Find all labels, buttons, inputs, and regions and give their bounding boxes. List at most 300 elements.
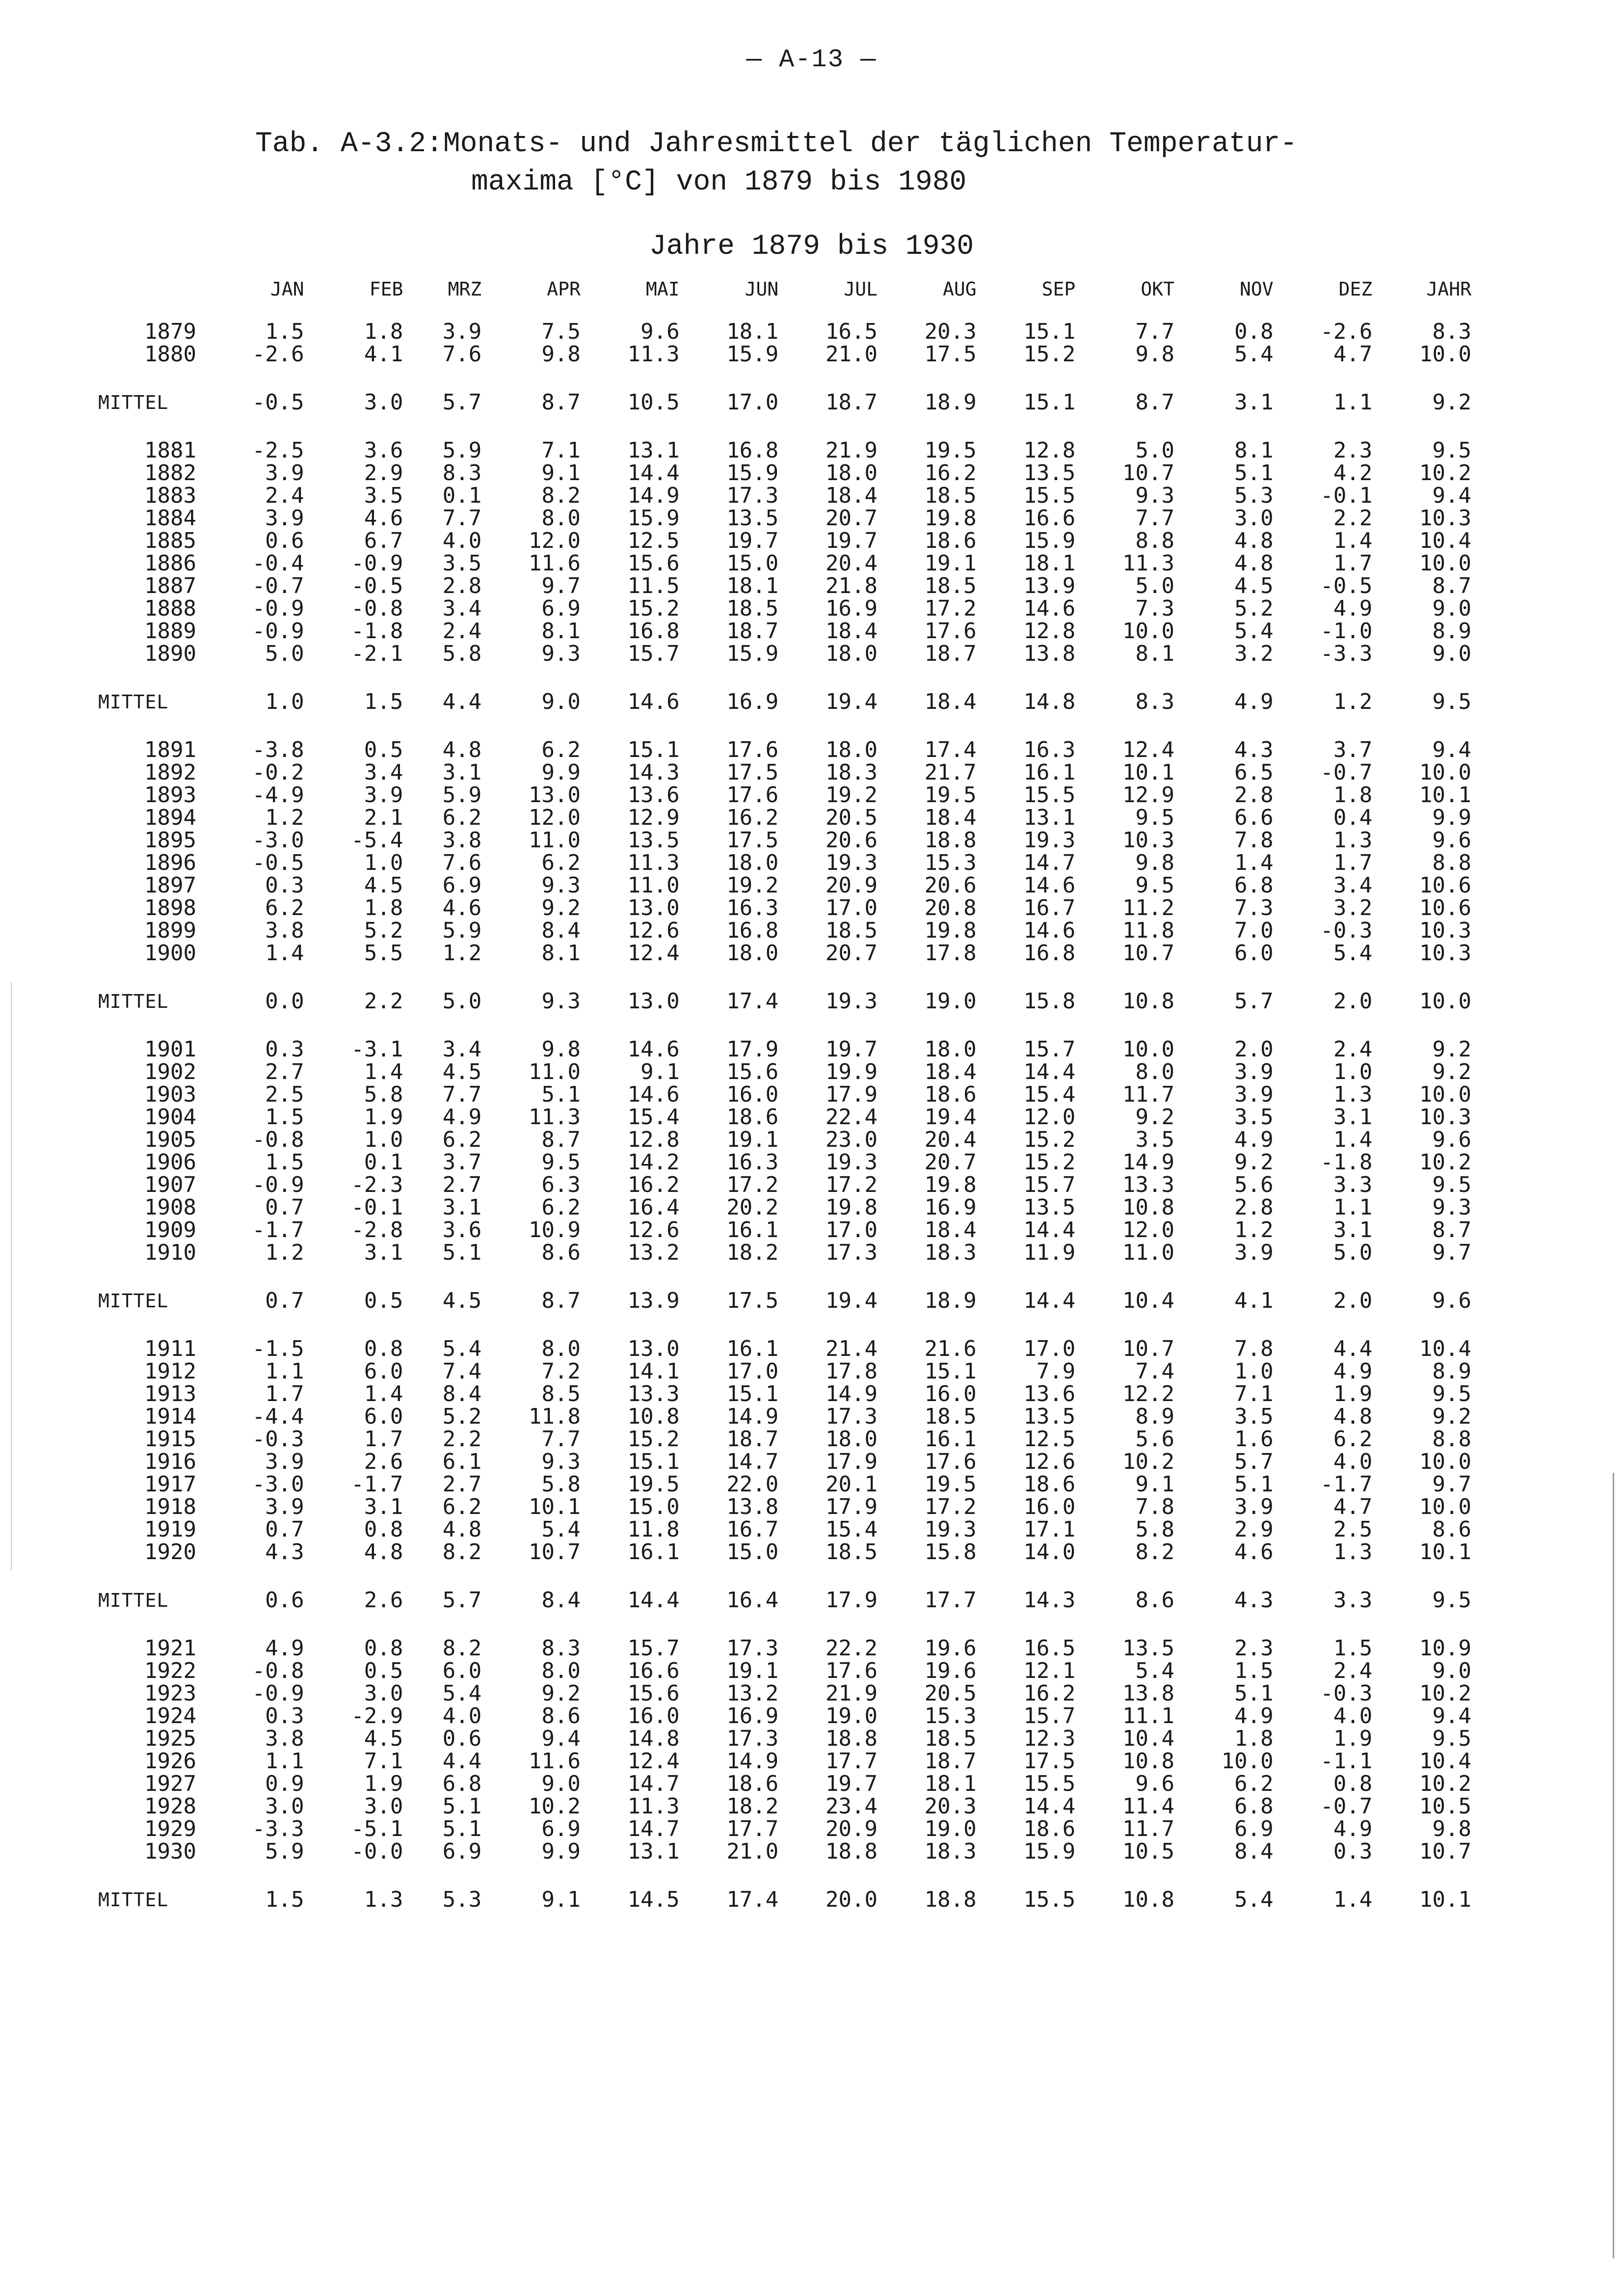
cell-feb: 4.8	[364, 1540, 403, 1565]
cell-dez: 1.7	[1333, 551, 1373, 576]
cell-dez: -1.1	[1320, 1749, 1373, 1774]
cell-jahr: 10.3	[1419, 918, 1471, 943]
cell-jun: 18.1	[726, 319, 779, 344]
cell-jun: 17.5	[726, 828, 779, 853]
cell-jul: 16.5	[825, 319, 878, 344]
cell-dez: -3.3	[1320, 641, 1373, 666]
cell-okt: 10.8	[1122, 1195, 1174, 1220]
table-row	[98, 1451, 1482, 1473]
cell-aug: 18.7	[924, 1749, 977, 1774]
cell-okt: 11.3	[1122, 551, 1174, 576]
cell-jul: 21.9	[825, 1681, 878, 1706]
cell-jul: 18.4	[825, 619, 878, 644]
cell-okt: 10.0	[1122, 619, 1174, 644]
cell-dez: 0.8	[1333, 1771, 1373, 1796]
cell-jahr: 9.7	[1432, 1472, 1471, 1497]
cell-jun: 18.5	[726, 596, 779, 621]
header-aug: AUG	[942, 278, 977, 300]
cell-feb: 4.1	[364, 342, 403, 367]
cell-okt: 11.1	[1122, 1703, 1174, 1729]
cell-sep: 14.0	[1023, 1540, 1076, 1565]
cell-mai: 10.8	[627, 1404, 680, 1429]
cell-mai: 12.4	[627, 1749, 680, 1774]
cell-aug: 20.5	[924, 1681, 977, 1706]
cell-okt: 11.2	[1122, 895, 1174, 920]
cell-jul: 22.2	[825, 1636, 878, 1661]
cell-apr: 5.1	[541, 1082, 581, 1107]
cell-sep: 14.6	[1023, 873, 1076, 898]
cell-mai: 13.1	[627, 438, 680, 463]
column-header-row	[98, 277, 1482, 321]
year-label: 1921	[144, 1636, 196, 1661]
cell-jul: 17.0	[825, 895, 878, 920]
cell-mrz: 3.1	[442, 1195, 482, 1220]
cell-okt: 8.1	[1135, 641, 1174, 666]
cell-apr: 8.2	[541, 483, 581, 508]
year-label: 1922	[144, 1658, 196, 1683]
cell-aug: 21.6	[924, 1336, 977, 1361]
cell-mai: 14.2	[627, 1150, 680, 1175]
header-okt: OKT	[1141, 278, 1174, 300]
table-row	[98, 1338, 1482, 1360]
cell-apr: 8.0	[541, 1658, 581, 1683]
cell-jun: 17.6	[726, 737, 779, 762]
cell-aug: 17.6	[924, 619, 977, 644]
cell-jun: 15.0	[726, 551, 779, 576]
cell-sep: 17.1	[1023, 1517, 1076, 1542]
cell-mai: 14.6	[627, 689, 680, 714]
cell-dez: -0.7	[1320, 760, 1373, 785]
mean-row	[98, 1586, 1482, 1615]
cell-sep: 15.2	[1023, 1150, 1076, 1175]
cell-jahr: 10.2	[1419, 1681, 1471, 1706]
cell-mrz: 6.2	[442, 805, 482, 830]
cell-dez: 3.4	[1333, 873, 1373, 898]
cell-jun: 18.7	[726, 1427, 779, 1452]
cell-nov: 4.9	[1234, 1127, 1274, 1152]
table-row	[98, 485, 1482, 507]
cell-dez: 4.9	[1333, 1359, 1373, 1384]
cell-sep: 15.5	[1023, 783, 1076, 808]
cell-mai: 12.6	[627, 1217, 680, 1243]
cell-aug: 16.9	[924, 1195, 977, 1220]
cell-feb: 3.9	[364, 783, 403, 808]
spacer-row	[98, 965, 1482, 987]
cell-jun: 19.7	[726, 528, 779, 553]
cell-jan: -0.5	[252, 850, 304, 875]
cell-sep: 15.4	[1023, 1082, 1076, 1107]
cell-okt: 10.5	[1122, 1839, 1174, 1864]
cell-sep: 15.1	[1023, 390, 1076, 415]
cell-jul: 14.9	[825, 1381, 878, 1406]
table-row	[98, 1682, 1482, 1705]
cell-jahr: 9.6	[1432, 828, 1471, 853]
cell-apr: 9.1	[541, 1887, 581, 1912]
cell-mai: 13.1	[627, 1839, 680, 1864]
cell-mai: 15.2	[627, 1427, 680, 1452]
cell-okt: 10.7	[1122, 460, 1174, 486]
cell-mai: 13.2	[627, 1240, 680, 1265]
table-row	[98, 343, 1482, 366]
cell-mrz: 6.0	[442, 1658, 482, 1683]
cell-sep: 15.1	[1023, 319, 1076, 344]
cell-okt: 9.1	[1135, 1472, 1174, 1497]
cell-mrz: 6.9	[442, 1839, 482, 1864]
cell-okt: 8.2	[1135, 1540, 1174, 1565]
cell-jun: 19.1	[726, 1658, 779, 1683]
cell-jahr: 8.7	[1432, 573, 1471, 598]
cell-sep: 17.0	[1023, 1336, 1076, 1361]
cell-mai: 14.6	[627, 1082, 680, 1107]
table-row	[98, 1773, 1482, 1795]
cell-feb: 2.6	[364, 1588, 403, 1613]
cell-aug: 16.1	[924, 1427, 977, 1452]
cell-aug: 18.0	[924, 1037, 977, 1062]
cell-feb: 3.1	[364, 1240, 403, 1265]
cell-nov: 0.8	[1234, 319, 1274, 344]
table-row	[98, 1106, 1482, 1129]
cell-jan: 2.5	[265, 1082, 304, 1107]
table-row	[98, 552, 1482, 575]
cell-jan: -3.0	[252, 1472, 304, 1497]
cell-mrz: 5.2	[442, 1404, 482, 1429]
cell-aug: 19.0	[924, 1816, 977, 1841]
table-row	[98, 919, 1482, 942]
cell-dez: 3.3	[1333, 1172, 1373, 1197]
title-line-2: maxima [°C] von 1879 bis 1980	[471, 166, 967, 198]
cell-mai: 15.7	[627, 641, 680, 666]
cell-aug: 18.3	[924, 1839, 977, 1864]
year-label: 1903	[144, 1082, 196, 1107]
cell-dez: 4.0	[1333, 1703, 1373, 1729]
cell-nov: 5.1	[1234, 1472, 1274, 1497]
cell-mrz: 4.6	[442, 895, 482, 920]
cell-jul: 19.2	[825, 783, 878, 808]
cell-okt: 8.0	[1135, 1059, 1174, 1084]
cell-nov: 2.9	[1234, 1517, 1274, 1542]
cell-okt: 14.9	[1122, 1150, 1174, 1175]
header-feb: FEB	[369, 278, 403, 300]
cell-sep: 16.1	[1023, 760, 1076, 785]
cell-sep: 18.1	[1023, 551, 1076, 576]
cell-mai: 15.6	[627, 1681, 680, 1706]
cell-jan: 0.7	[265, 1517, 304, 1542]
year-label: 1923	[144, 1681, 196, 1706]
cell-mai: 10.5	[627, 390, 680, 415]
cell-aug: 15.3	[924, 850, 977, 875]
cell-aug: 21.7	[924, 760, 977, 785]
cell-feb: -0.8	[351, 596, 403, 621]
cell-apr: 6.3	[541, 1172, 581, 1197]
cell-jahr: 9.5	[1432, 1172, 1471, 1197]
cell-apr: 8.5	[541, 1381, 581, 1406]
cell-mai: 14.1	[627, 1359, 680, 1384]
cell-nov: 2.8	[1234, 783, 1274, 808]
table-row	[98, 530, 1482, 552]
cell-nov: 4.3	[1234, 1588, 1274, 1613]
cell-jan: 1.1	[265, 1749, 304, 1774]
cell-nov: 1.6	[1234, 1427, 1274, 1452]
cell-mai: 13.9	[627, 1288, 680, 1313]
cell-jahr: 10.6	[1419, 895, 1471, 920]
table-row	[98, 1818, 1482, 1840]
cell-sep: 13.5	[1023, 1195, 1076, 1220]
cell-jan: 1.4	[265, 941, 304, 966]
cell-apr: 8.3	[541, 1636, 581, 1661]
cell-apr: 6.9	[541, 596, 581, 621]
cell-feb: 5.5	[364, 941, 403, 966]
cell-mai: 14.4	[627, 1588, 680, 1613]
cell-apr: 7.5	[541, 319, 581, 344]
cell-apr: 9.1	[541, 460, 581, 486]
cell-jahr: 10.2	[1419, 1771, 1471, 1796]
cell-dez: -2.6	[1320, 319, 1373, 344]
cell-jul: 19.4	[825, 689, 878, 714]
table-row	[98, 807, 1482, 829]
cell-jun: 17.9	[726, 1037, 779, 1062]
cell-feb: -5.4	[351, 828, 403, 853]
cell-sep: 11.9	[1023, 1240, 1076, 1265]
cell-feb: 0.8	[364, 1636, 403, 1661]
cell-aug: 18.3	[924, 1240, 977, 1265]
header-mrz: MRZ	[448, 278, 482, 300]
cell-jan: 0.6	[265, 528, 304, 553]
cell-mrz: 8.2	[442, 1636, 482, 1661]
cell-jun: 18.2	[726, 1794, 779, 1819]
cell-jul: 18.0	[825, 737, 878, 762]
cell-jul: 15.4	[825, 1517, 878, 1542]
cell-apr: 11.6	[528, 551, 581, 576]
header-jul: JUL	[844, 278, 878, 300]
cell-sep: 14.8	[1023, 689, 1076, 714]
cell-sep: 14.4	[1023, 1288, 1076, 1313]
cell-mrz: 6.9	[442, 873, 482, 898]
cell-jul: 21.8	[825, 573, 878, 598]
cell-mrz: 4.4	[442, 1749, 482, 1774]
cell-apr: 9.3	[541, 989, 581, 1014]
year-label: 1926	[144, 1749, 196, 1774]
cell-jan: 0.0	[265, 989, 304, 1014]
cell-mai: 14.6	[627, 1037, 680, 1062]
year-label: 1927	[144, 1771, 196, 1796]
cell-aug: 18.4	[924, 1059, 977, 1084]
cell-dez: -0.1	[1320, 483, 1373, 508]
cell-mrz: 5.7	[442, 390, 482, 415]
cell-feb: 0.1	[364, 1150, 403, 1175]
cell-aug: 20.3	[924, 319, 977, 344]
cell-apr: 9.0	[541, 689, 581, 714]
period-heading: Jahre 1879 bis 1930	[649, 231, 974, 263]
cell-mai: 12.9	[627, 805, 680, 830]
spacer-row	[98, 417, 1482, 439]
cell-okt: 10.0	[1122, 1037, 1174, 1062]
cell-sep: 16.5	[1023, 1636, 1076, 1661]
cell-nov: 5.1	[1234, 460, 1274, 486]
cell-jahr: 9.2	[1432, 1404, 1471, 1429]
cell-aug: 18.8	[924, 828, 977, 853]
cell-aug: 20.6	[924, 873, 977, 898]
cell-jahr: 10.0	[1419, 760, 1471, 785]
cell-jun: 16.1	[726, 1336, 779, 1361]
mean-label: MITTEL	[98, 1590, 169, 1611]
cell-jahr: 10.4	[1419, 1336, 1471, 1361]
cell-jan: 4.9	[265, 1636, 304, 1661]
cell-feb: 2.1	[364, 805, 403, 830]
cell-mai: 16.0	[627, 1703, 680, 1729]
cell-jahr: 10.9	[1419, 1636, 1471, 1661]
cell-apr: 9.3	[541, 873, 581, 898]
cell-mai: 13.0	[627, 989, 680, 1014]
cell-jul: 17.3	[825, 1240, 878, 1265]
cell-nov: 3.5	[1234, 1105, 1274, 1130]
header-mai: MAI	[645, 278, 680, 300]
cell-okt: 5.6	[1135, 1427, 1174, 1452]
cell-apr: 10.9	[528, 1217, 581, 1243]
cell-sep: 13.1	[1023, 805, 1076, 830]
cell-okt: 10.3	[1122, 828, 1174, 853]
cell-jahr: 9.6	[1432, 1288, 1471, 1313]
table-row	[98, 1242, 1482, 1264]
year-label: 1900	[144, 941, 196, 966]
cell-mrz: 5.3	[442, 1887, 482, 1912]
cell-feb: -2.3	[351, 1172, 403, 1197]
year-label: 1919	[144, 1517, 196, 1542]
cell-mrz: 4.9	[442, 1105, 482, 1130]
table-row	[98, 1061, 1482, 1083]
cell-jun: 16.7	[726, 1517, 779, 1542]
cell-dez: 1.5	[1333, 1636, 1373, 1661]
cell-nov: 5.3	[1234, 483, 1274, 508]
cell-nov: 5.7	[1234, 989, 1274, 1014]
cell-aug: 18.9	[924, 390, 977, 415]
cell-feb: -5.1	[351, 1816, 403, 1841]
cell-jan: 6.2	[265, 895, 304, 920]
cell-feb: -2.8	[351, 1217, 403, 1243]
cell-okt: 9.2	[1135, 1105, 1174, 1130]
cell-aug: 17.2	[924, 596, 977, 621]
cell-dez: 2.2	[1333, 506, 1373, 531]
cell-mrz: 6.2	[442, 1127, 482, 1152]
cell-jahr: 9.4	[1432, 737, 1471, 762]
cell-nov: 4.8	[1234, 551, 1274, 576]
cell-mrz: 5.9	[442, 918, 482, 943]
cell-feb: 2.6	[364, 1449, 403, 1474]
cell-okt: 9.5	[1135, 873, 1174, 898]
cell-jan: -1.5	[252, 1336, 304, 1361]
table-row	[98, 1496, 1482, 1518]
cell-jul: 23.4	[825, 1794, 878, 1819]
cell-jul: 18.5	[825, 1540, 878, 1565]
cell-mai: 13.0	[627, 1336, 680, 1361]
cell-aug: 19.8	[924, 1172, 977, 1197]
cell-dez: 4.8	[1333, 1404, 1373, 1429]
cell-jul: 20.4	[825, 551, 878, 576]
year-label: 1883	[144, 483, 196, 508]
cell-mrz: 0.1	[442, 483, 482, 508]
table-row	[98, 597, 1482, 620]
cell-sep: 15.2	[1023, 342, 1076, 367]
cell-jan: -0.9	[252, 1172, 304, 1197]
cell-jun: 17.4	[726, 989, 779, 1014]
cell-jahr: 9.0	[1432, 596, 1471, 621]
cell-jun: 18.0	[726, 941, 779, 966]
table-row	[98, 784, 1482, 807]
cell-okt: 7.8	[1135, 1494, 1174, 1519]
cell-okt: 12.0	[1122, 1217, 1174, 1243]
cell-jan: -0.2	[252, 760, 304, 785]
year-label: 1930	[144, 1839, 196, 1864]
cell-mrz: 2.4	[442, 619, 482, 644]
cell-jahr: 9.3	[1432, 1195, 1471, 1220]
cell-jahr: 9.8	[1432, 1816, 1471, 1841]
cell-mrz: 7.7	[442, 506, 482, 531]
cell-jahr: 10.7	[1419, 1839, 1471, 1864]
table-row	[98, 507, 1482, 530]
table-row	[98, 874, 1482, 897]
year-label: 1908	[144, 1195, 196, 1220]
cell-feb: 3.0	[364, 1794, 403, 1819]
cell-okt: 13.3	[1122, 1172, 1174, 1197]
cell-mrz: 8.4	[442, 1381, 482, 1406]
cell-nov: 4.9	[1234, 1703, 1274, 1729]
cell-nov: 4.3	[1234, 737, 1274, 762]
year-label: 1914	[144, 1404, 196, 1429]
cell-okt: 10.2	[1122, 1449, 1174, 1474]
cell-jan: 1.0	[265, 689, 304, 714]
year-label: 1884	[144, 506, 196, 531]
cell-mai: 11.3	[627, 1794, 680, 1819]
cell-jun: 16.8	[726, 918, 779, 943]
cell-aug: 18.6	[924, 528, 977, 553]
cell-mai: 19.5	[627, 1472, 680, 1497]
cell-sep: 12.5	[1023, 1427, 1076, 1452]
cell-okt: 10.4	[1122, 1288, 1174, 1313]
cell-feb: 1.3	[364, 1887, 403, 1912]
cell-dez: 2.5	[1333, 1517, 1373, 1542]
year-label: 1896	[144, 850, 196, 875]
cell-apr: 6.2	[541, 737, 581, 762]
cell-jan: 5.9	[265, 1839, 304, 1864]
cell-jun: 18.6	[726, 1105, 779, 1130]
cell-okt: 7.3	[1135, 596, 1174, 621]
cell-nov: 1.2	[1234, 1217, 1274, 1243]
cell-okt: 5.8	[1135, 1517, 1174, 1542]
cell-jun: 16.9	[726, 1703, 779, 1729]
year-label: 1901	[144, 1037, 196, 1062]
cell-jul: 17.7	[825, 1749, 878, 1774]
cell-mrz: 5.4	[442, 1681, 482, 1706]
cell-sep: 14.3	[1023, 1588, 1076, 1613]
cell-feb: 5.8	[364, 1082, 403, 1107]
table-row	[98, 1750, 1482, 1773]
year-label: 1925	[144, 1726, 196, 1751]
cell-apr: 11.0	[528, 1059, 581, 1084]
table-row	[98, 1038, 1482, 1061]
cell-jahr: 10.1	[1419, 1540, 1471, 1565]
cell-aug: 18.1	[924, 1771, 977, 1796]
cell-aug: 18.5	[924, 573, 977, 598]
cell-aug: 17.2	[924, 1494, 977, 1519]
cell-aug: 19.0	[924, 989, 977, 1014]
cell-mrz: 4.8	[442, 1517, 482, 1542]
cell-feb: 2.9	[364, 460, 403, 486]
year-label: 1889	[144, 619, 196, 644]
cell-jan: 0.3	[265, 1703, 304, 1729]
cell-jun: 17.5	[726, 1288, 779, 1313]
cell-mai: 14.3	[627, 760, 680, 785]
cell-aug: 20.3	[924, 1794, 977, 1819]
cell-mrz: 5.9	[442, 438, 482, 463]
